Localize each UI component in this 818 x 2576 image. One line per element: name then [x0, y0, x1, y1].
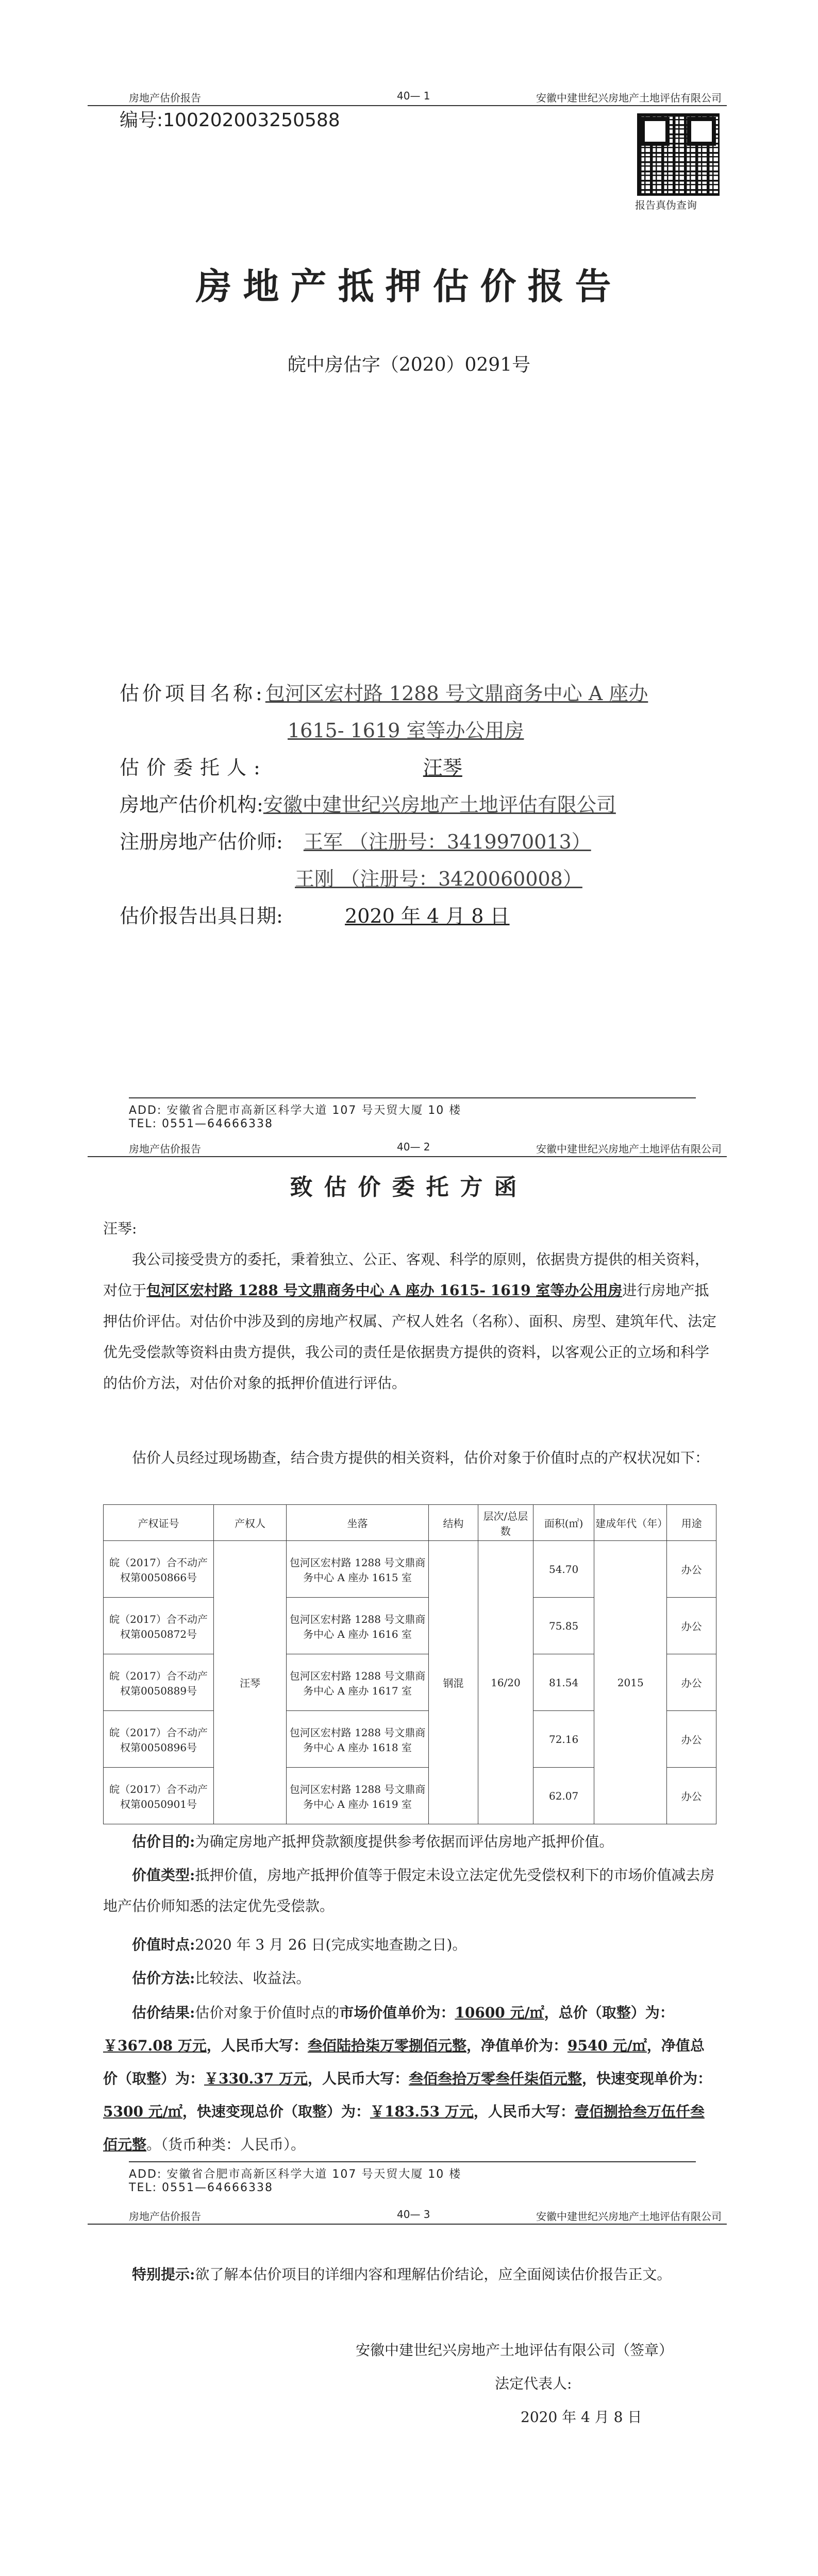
result-text: ，人民币大写： — [307, 2070, 409, 2087]
appraiser-1: 王军 （注册号：3419970013） — [303, 831, 591, 853]
header-page: 40— 2 — [397, 1141, 430, 1153]
area-cell: 81.54 — [533, 1654, 594, 1711]
serial-label: 编号: — [120, 110, 163, 131]
para1-text-c: 进行房地产抵押估价评估。对估价中涉及到的房地产权属、产权人姓名（名称）、面积、房型、建筑年代、法定优先受偿款等资料由贵方提供，我公司的责任是依据贵方提供的资料，以客观公正的立场和科学的估价方法，对估价对象的抵押价值进行评估。 — [103, 1282, 717, 1392]
purpose-label: 估价目的: — [132, 1833, 195, 1850]
result-text: ，人民币大写： — [206, 2037, 308, 2054]
tip-label: 特别提示: — [132, 2266, 195, 2283]
agency-name: 安徽中建世纪兴房地产土地评估有限公司 — [263, 793, 616, 816]
letter-title: 致估价委托方函 — [290, 1174, 528, 1200]
col-header: 层次/总层数 — [478, 1505, 533, 1541]
header-right: 安徽中建世纪兴房地产土地评估有限公司 — [536, 1143, 722, 1155]
cert-cell: 皖（2017）合不动产权第0050901号 — [104, 1768, 214, 1824]
signer-company: 安徽中建世纪兴房地产土地评估有限公司（签章） — [356, 2342, 674, 2359]
type-label: 价值类型: — [132, 1867, 195, 1884]
area-cell: 72.16 — [533, 1711, 594, 1768]
header-left: 房地产估价报告 — [129, 92, 201, 104]
cert-cell: 皖（2017）合不动产权第0050872号 — [104, 1598, 214, 1654]
col-header: 结构 — [429, 1505, 478, 1541]
report-title: 房地产抵押估价报告 — [195, 265, 623, 308]
cert-cell: 皖（2017）合不动产权第0050896号 — [104, 1711, 214, 1768]
serial-value: 100202003250588 — [163, 110, 340, 131]
project-name-line2: 1615- 1619 室等办公用房 — [288, 719, 524, 742]
header-right: 安徽中建世纪兴房地产土地评估有限公司 — [536, 92, 722, 104]
value-date — [103, 1929, 716, 1960]
result-text: ，净值总价（取整）为： — [103, 2037, 705, 2087]
result-label: 估价结果: — [132, 2004, 195, 2021]
area-cell: 54.70 — [533, 1541, 594, 1598]
purpose-text: 为确定房地产抵押贷款额度提供参考依据而评估房地产抵押价值。 — [195, 1833, 614, 1850]
footer-tel: TEL: 0551—64666338 — [129, 2181, 273, 2194]
net-total-words: 叁佰叁拾万零叁仟柒佰元整 — [408, 2070, 582, 2087]
legal-representative: 法定代表人: — [495, 2375, 572, 2392]
col-header: 用途 — [667, 1505, 716, 1541]
location-cell: 包河区宏村路 1288 号文鼎商务中心 A 座办 1619 室 — [287, 1768, 429, 1824]
cover-fields — [120, 675, 738, 935]
page-header — [88, 87, 727, 106]
col-header: 面积(㎡) — [533, 1505, 594, 1541]
date-label: 估价报告出具日期: — [120, 905, 283, 927]
client-label: 估价委托人: — [120, 756, 268, 779]
use-cell: 办公 — [667, 1768, 716, 1824]
result-text: ，快速变现总价（取整）为： — [182, 2103, 370, 2120]
valuation-method — [103, 1963, 716, 1994]
letter-salutation: 汪琴: — [103, 1220, 137, 1237]
report-number: 皖中房估字（2020）0291号 — [287, 354, 531, 376]
agency-label: 房地产估价机构: — [120, 793, 263, 816]
valuation-purpose — [103, 1826, 716, 1857]
col-header: 产权人 — [214, 1505, 287, 1541]
method-text: 比较法、收益法。 — [195, 1970, 311, 1987]
letter-paragraph-2: 估价人员经过现场勘查，结合贵方提供的相关资料，估价对象于价值时点的产权状况如下： — [132, 1449, 710, 1466]
area-cell: 62.07 — [533, 1768, 594, 1824]
header-page: 40— 1 — [397, 90, 430, 102]
page-footer — [129, 2161, 696, 2194]
sign-date: 2020 年 4 月 8 日 — [521, 2409, 642, 2426]
use-cell: 办公 — [667, 1654, 716, 1711]
result-text: 市场价值单价为： — [339, 2004, 455, 2021]
footer-address: ADD: 安徽省合肥市高新区科学大道 107 号天贸大厦 10 楼 — [129, 1104, 462, 1117]
method-label: 估价方法: — [132, 1970, 195, 1987]
project-label: 估价项目名称: — [120, 682, 265, 705]
result-text: ，净值单价为： — [466, 2037, 567, 2054]
table-row — [104, 1541, 716, 1598]
owner-cell: 汪琴 — [214, 1541, 287, 1824]
market-total-price: ￥367.08 万元 — [103, 2037, 207, 2054]
appraiser-2: 王刚 （注册号：3420060008） — [295, 868, 582, 890]
para1-property: 包河区宏村路 1288 号文鼎商务中心 A 座办 1615- 1619 室等办公用房 — [146, 1282, 623, 1299]
area-cell: 75.85 — [533, 1598, 594, 1654]
use-cell: 办公 — [667, 1598, 716, 1654]
cert-cell: 皖（2017）合不动产权第0050889号 — [104, 1654, 214, 1711]
special-tip — [103, 2259, 716, 2290]
col-header: 建成年代（年） — [594, 1505, 667, 1541]
result-text: 估价对象于价值时点的 — [195, 2004, 340, 2021]
letter-paragraph-1 — [103, 1244, 716, 1399]
property-table — [103, 1504, 716, 1824]
header-page: 40— 3 — [397, 2208, 430, 2221]
col-header: 坐落 — [287, 1505, 429, 1541]
net-total-price: ￥330.37 万元 — [204, 2070, 308, 2087]
use-cell: 办公 — [667, 1541, 716, 1598]
qr-code-icon[interactable] — [637, 113, 720, 196]
result-text: 。（货币种类：人民币）。 — [146, 2136, 306, 2153]
page-header — [88, 1138, 727, 1157]
value-type — [103, 1860, 716, 1922]
market-total-words: 叁佰陆拾柒万零捌佰元整 — [307, 2037, 466, 2054]
page-footer — [129, 1097, 696, 1130]
col-header: 产权证号 — [104, 1505, 214, 1541]
location-cell: 包河区宏村路 1288 号文鼎商务中心 A 座办 1617 室 — [287, 1654, 429, 1711]
cert-cell: 皖（2017）合不动产权第0050866号 — [104, 1541, 214, 1598]
report-date: 2020 年 4 月 8 日 — [345, 905, 510, 927]
valuation-result — [103, 1996, 716, 2161]
location-cell: 包河区宏村路 1288 号文鼎商务中心 A 座办 1615 室 — [287, 1541, 429, 1598]
net-unit-price: 9540 元/㎡ — [567, 2037, 647, 2054]
tip-text: 欲了解本估价项目的详细内容和理解估价结论，应全面阅读估价报告正文。 — [195, 2266, 672, 2283]
vdate-label: 价值时点: — [132, 1936, 195, 1953]
vdate-text: 2020 年 3 月 26 日(完成实地查勘之日)。 — [195, 1936, 467, 1953]
quick-total-price: ￥183.53 万元 — [370, 2103, 474, 2120]
project-name-line1: 包河区宏村路 1288 号文鼎商务中心 A 座办 — [265, 682, 648, 705]
result-text: ，快速变现单价为： — [581, 2070, 712, 2087]
location-cell: 包河区宏村路 1288 号文鼎商务中心 A 座办 1618 室 — [287, 1711, 429, 1768]
quick-total-words: 壹佰捌拾叁万伍仟叁佰元整 — [103, 2103, 705, 2153]
header-right: 安徽中建世纪兴房地产土地评估有限公司 — [536, 2210, 722, 2223]
result-text: ，人民币大写： — [473, 2103, 575, 2120]
header-left: 房地产估价报告 — [129, 1143, 201, 1155]
footer-tel: TEL: 0551—64666338 — [129, 1117, 273, 1130]
use-cell: 办公 — [667, 1711, 716, 1768]
page-header — [88, 2205, 727, 2225]
qr-caption: 报告真伪查询 — [635, 199, 697, 211]
serial-number — [120, 106, 340, 132]
client-name: 汪琴 — [423, 756, 462, 779]
location-cell: 包河区宏村路 1288 号文鼎商务中心 A 座办 1616 室 — [287, 1598, 429, 1654]
para1-text-a: 我公司接受贵方的委托，秉着独立、公正、客观、科学的原则，依据贵方提供的相关资料，对位于 — [103, 1251, 710, 1299]
header-left: 房地产估价报告 — [129, 2210, 201, 2223]
footer-address: ADD: 安徽省合肥市高新区科学大道 107 号天贸大厦 10 楼 — [129, 2168, 462, 2181]
quick-unit-price: 5300 元/㎡ — [103, 2103, 182, 2120]
appraiser-label: 注册房地产估价师: — [120, 831, 283, 853]
result-text: ，总价（取整）为： — [544, 2004, 674, 2021]
type-text: 抵押价值，房地产抵押价值等于假定未设立法定优先受偿权利下的市场价值减去房地产估价师知悉的法定优先受偿款。 — [103, 1867, 715, 1914]
floors-cell: 16/20 — [478, 1541, 533, 1824]
structure-cell: 钢混 — [429, 1541, 478, 1824]
year-cell: 2015 — [594, 1541, 667, 1824]
market-unit-price: 10600 元/㎡ — [455, 2004, 544, 2021]
